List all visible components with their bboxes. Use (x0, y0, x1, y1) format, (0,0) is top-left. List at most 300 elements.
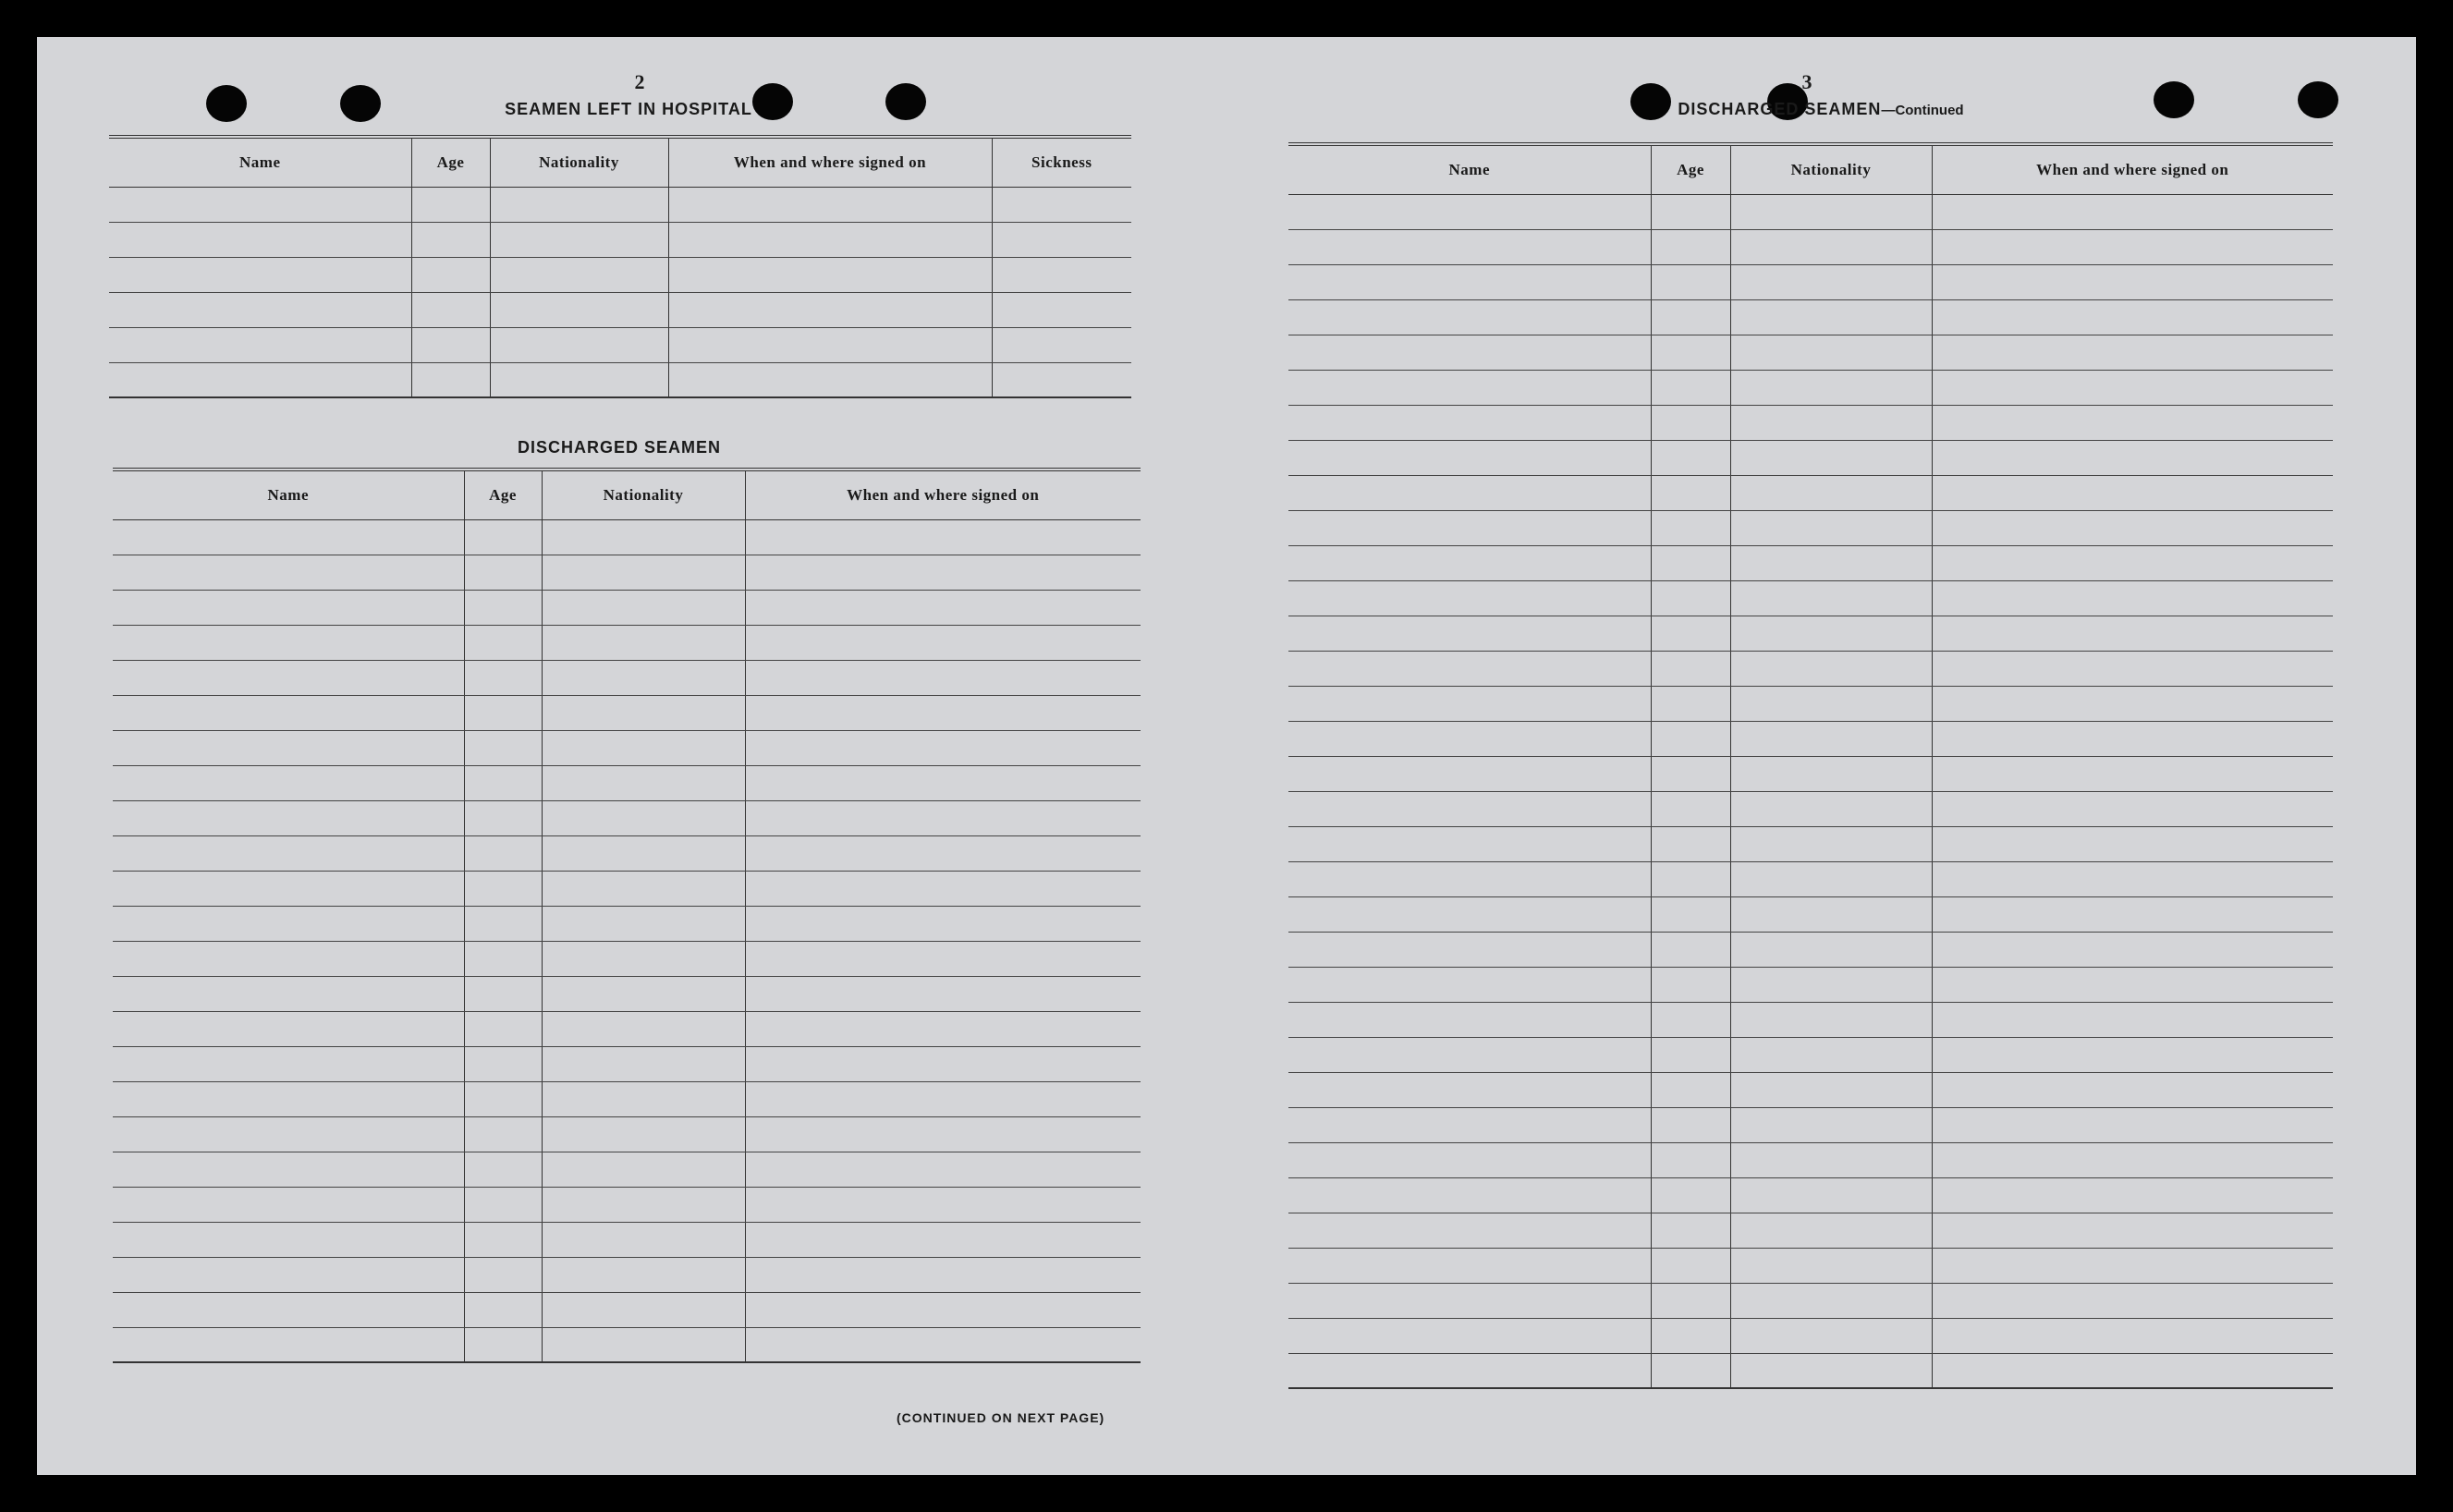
table-cell[interactable] (1932, 370, 2333, 405)
table-cell[interactable] (1288, 1107, 1651, 1142)
table-cell[interactable] (1932, 1142, 2333, 1177)
table-cell[interactable] (1651, 616, 1730, 651)
table-cell[interactable] (464, 906, 542, 941)
table-cell[interactable] (992, 187, 1131, 222)
column-header-sickness: Sickness (992, 137, 1131, 187)
table-cell[interactable] (542, 800, 745, 835)
table-cell[interactable] (1932, 932, 2333, 967)
table-cell[interactable] (1651, 721, 1730, 756)
table-cell[interactable] (1730, 791, 1932, 826)
table-cell[interactable] (1288, 545, 1651, 580)
table-cell[interactable] (1932, 686, 2333, 721)
table-cell[interactable] (113, 730, 464, 765)
table-cell[interactable] (1730, 1142, 1932, 1177)
table-cell[interactable] (1651, 651, 1730, 686)
table-cell[interactable] (490, 187, 668, 222)
table-cell[interactable] (1651, 1002, 1730, 1037)
table-cell[interactable] (464, 625, 542, 660)
table-cell[interactable] (1651, 194, 1730, 229)
table-cell[interactable] (1288, 264, 1651, 299)
table-cell[interactable] (1288, 405, 1651, 440)
table-row (113, 625, 1141, 660)
table-cell[interactable] (1730, 405, 1932, 440)
table-cell[interactable] (1651, 545, 1730, 580)
table-cell[interactable] (1288, 194, 1651, 229)
discharged-header-row (113, 469, 1141, 519)
table-cell[interactable] (464, 1327, 542, 1362)
table-cell[interactable] (464, 765, 542, 800)
table-cell[interactable] (1730, 616, 1932, 651)
table-cell[interactable] (668, 327, 992, 362)
table-cell[interactable] (542, 1152, 745, 1187)
table-cell[interactable] (668, 222, 992, 257)
table-cell[interactable] (464, 1011, 542, 1046)
table-cell[interactable] (1932, 791, 2333, 826)
table-row (113, 1011, 1141, 1046)
table-row (113, 835, 1141, 871)
table-cell[interactable] (1288, 791, 1651, 826)
table-cell[interactable] (745, 1046, 1141, 1081)
table-cell[interactable] (1288, 756, 1651, 791)
table-cell[interactable] (1932, 335, 2333, 370)
table-row (109, 187, 1131, 222)
table-cell[interactable] (745, 590, 1141, 625)
table-cell[interactable] (464, 1046, 542, 1081)
table-cell[interactable] (464, 941, 542, 976)
table-cell[interactable] (1932, 861, 2333, 896)
table-cell[interactable] (113, 1081, 464, 1116)
table-cell[interactable] (1651, 1248, 1730, 1283)
table-cell[interactable] (464, 1116, 542, 1152)
table-cell[interactable] (745, 695, 1141, 730)
table-cell[interactable] (668, 292, 992, 327)
table-cell[interactable] (1651, 896, 1730, 932)
table-cell[interactable] (464, 800, 542, 835)
table-cell[interactable] (464, 555, 542, 590)
column-header-signed-on: When and where signed on (668, 137, 992, 187)
table-cell[interactable] (542, 1292, 745, 1327)
table-cell[interactable] (490, 257, 668, 292)
table-cell[interactable] (1730, 651, 1932, 686)
table-cell[interactable] (1730, 1002, 1932, 1037)
table-cell[interactable] (542, 660, 745, 695)
table-cell[interactable] (113, 765, 464, 800)
table-cell[interactable] (1932, 1283, 2333, 1318)
table-cell[interactable] (113, 1327, 464, 1362)
table-cell[interactable] (411, 222, 490, 257)
table-cell[interactable] (745, 660, 1141, 695)
table-cell[interactable] (464, 519, 542, 555)
table-cell[interactable] (745, 1327, 1141, 1362)
table-cell[interactable] (1288, 475, 1651, 510)
page-number: 2 (634, 70, 645, 93)
table-cell[interactable] (1288, 299, 1651, 335)
table-cell[interactable] (745, 1081, 1141, 1116)
table-row (1288, 1072, 2333, 1107)
table-cell[interactable] (113, 1116, 464, 1152)
table-cell[interactable] (109, 257, 411, 292)
table-cell[interactable] (1288, 967, 1651, 1002)
table-cell[interactable] (542, 906, 745, 941)
table-cell[interactable] (1651, 1213, 1730, 1248)
table-cell[interactable] (1932, 651, 2333, 686)
table-cell[interactable] (1288, 1002, 1651, 1037)
table-cell[interactable] (109, 327, 411, 362)
table-cell[interactable] (1288, 1318, 1651, 1353)
table-cell[interactable] (1730, 861, 1932, 896)
table-cell[interactable] (1651, 264, 1730, 299)
table-cell[interactable] (1730, 510, 1932, 545)
table-cell[interactable] (1730, 335, 1932, 370)
table-cell[interactable] (1730, 1318, 1932, 1353)
table-cell[interactable] (1932, 475, 2333, 510)
table-cell[interactable] (113, 1187, 464, 1222)
table-cell[interactable] (1730, 826, 1932, 861)
table-cell[interactable] (1651, 229, 1730, 264)
table-cell[interactable] (464, 660, 542, 695)
table-row (1288, 1213, 2333, 1248)
table-cell[interactable] (1932, 1037, 2333, 1072)
table-cell[interactable] (1288, 896, 1651, 932)
table-cell[interactable] (745, 1116, 1141, 1152)
table-cell[interactable] (464, 1292, 542, 1327)
table-cell[interactable] (113, 1257, 464, 1292)
table-cell[interactable] (745, 871, 1141, 906)
table-cell[interactable] (1932, 1177, 2333, 1213)
table-cell[interactable] (1288, 1072, 1651, 1107)
table-cell[interactable] (745, 1187, 1141, 1222)
table-cell[interactable] (1932, 1353, 2333, 1388)
table-row (1288, 1037, 2333, 1072)
table-cell[interactable] (1651, 826, 1730, 861)
table-cell[interactable] (1932, 967, 2333, 1002)
table-cell[interactable] (1932, 580, 2333, 616)
table-cell[interactable] (411, 292, 490, 327)
table-cell[interactable] (542, 835, 745, 871)
table-cell[interactable] (1932, 756, 2333, 791)
table-row (1288, 1177, 2333, 1213)
table-cell[interactable] (464, 590, 542, 625)
table-cell[interactable] (745, 519, 1141, 555)
column-header-nationality: Nationality (490, 137, 668, 187)
table-cell[interactable] (113, 1292, 464, 1327)
table-cell[interactable] (745, 941, 1141, 976)
table-row (113, 1081, 1141, 1116)
table-cell[interactable] (113, 1046, 464, 1081)
table-cell[interactable] (1288, 686, 1651, 721)
table-cell[interactable] (1730, 967, 1932, 1002)
table-row (113, 1152, 1141, 1187)
table-row (1288, 1353, 2333, 1388)
table-cell[interactable] (464, 871, 542, 906)
table-cell[interactable] (1651, 1142, 1730, 1177)
table-cell[interactable] (109, 187, 411, 222)
table-cell[interactable] (1288, 229, 1651, 264)
table-cell[interactable] (542, 871, 745, 906)
table-cell[interactable] (1932, 510, 2333, 545)
table-cell[interactable] (542, 695, 745, 730)
table-cell[interactable] (1288, 335, 1651, 370)
table-row (1288, 264, 2333, 299)
table-cell[interactable] (1932, 545, 2333, 580)
table-cell[interactable] (1651, 299, 1730, 335)
table-cell[interactable] (668, 257, 992, 292)
table-cell[interactable] (1730, 721, 1932, 756)
table-cell[interactable] (1651, 580, 1730, 616)
table-cell[interactable] (490, 327, 668, 362)
table-cell[interactable] (1730, 475, 1932, 510)
title-main: DISCHARGED SEAMEN (1678, 100, 1882, 118)
table-cell[interactable] (1932, 1002, 2333, 1037)
table-cell[interactable] (411, 187, 490, 222)
table-cell[interactable] (1651, 405, 1730, 440)
table-row (1288, 967, 2333, 1002)
table-cell[interactable] (1730, 1177, 1932, 1213)
table-cell[interactable] (1651, 861, 1730, 896)
table-cell[interactable] (411, 362, 490, 397)
table-cell[interactable] (745, 555, 1141, 590)
table-cell[interactable] (1651, 335, 1730, 370)
table-cell[interactable] (1932, 1107, 2333, 1142)
table-cell[interactable] (1730, 1107, 1932, 1142)
table-cell[interactable] (1730, 756, 1932, 791)
table-cell[interactable] (1932, 896, 2333, 932)
table-cell[interactable] (542, 1116, 745, 1152)
table-cell[interactable] (542, 1011, 745, 1046)
table-row (113, 660, 1141, 695)
table-cell[interactable] (113, 800, 464, 835)
table-cell[interactable] (992, 362, 1131, 397)
table-row (1288, 756, 2333, 791)
table-cell[interactable] (1288, 370, 1651, 405)
table-cell[interactable] (1730, 545, 1932, 580)
table-cell[interactable] (1730, 896, 1932, 932)
table-cell[interactable] (113, 555, 464, 590)
table-cell[interactable] (464, 730, 542, 765)
table-row (113, 906, 1141, 941)
table-cell[interactable] (745, 976, 1141, 1011)
table-cell[interactable] (1651, 440, 1730, 475)
table-cell[interactable] (1288, 861, 1651, 896)
table-cell[interactable] (1288, 1177, 1651, 1213)
table-cell[interactable] (113, 906, 464, 941)
table-cell[interactable] (992, 327, 1131, 362)
table-cell[interactable] (1730, 1248, 1932, 1283)
table-cell[interactable] (1730, 299, 1932, 335)
table-cell[interactable] (1288, 1213, 1651, 1248)
table-cell[interactable] (1730, 580, 1932, 616)
table-cell[interactable] (1730, 229, 1932, 264)
discharged-continued-table (1288, 142, 2333, 1389)
table-cell[interactable] (1730, 1072, 1932, 1107)
table-cell[interactable] (1651, 756, 1730, 791)
table-row (113, 1292, 1141, 1327)
table-cell[interactable] (1730, 440, 1932, 475)
table-cell[interactable] (745, 765, 1141, 800)
table-row (1288, 580, 2333, 616)
table-cell[interactable] (542, 555, 745, 590)
table-cell[interactable] (1288, 1142, 1651, 1177)
table-row (113, 1046, 1141, 1081)
table-cell[interactable] (1651, 475, 1730, 510)
table-cell[interactable] (1932, 1072, 2333, 1107)
table-cell[interactable] (1288, 721, 1651, 756)
table-row (1288, 1002, 2333, 1037)
table-cell[interactable] (1730, 932, 1932, 967)
table-cell[interactable] (1288, 1037, 1651, 1072)
table-cell[interactable] (542, 976, 745, 1011)
table-cell[interactable] (542, 941, 745, 976)
table-cell[interactable] (1730, 370, 1932, 405)
table-cell[interactable] (1932, 826, 2333, 861)
table-cell[interactable] (113, 660, 464, 695)
table-cell[interactable] (992, 222, 1131, 257)
table-cell[interactable] (1730, 1353, 1932, 1388)
table-cell[interactable] (113, 976, 464, 1011)
table-cell[interactable] (1932, 616, 2333, 651)
table-cell[interactable] (1288, 932, 1651, 967)
table-cell[interactable] (668, 187, 992, 222)
table-cell[interactable] (745, 625, 1141, 660)
table-cell[interactable] (542, 590, 745, 625)
table-cell[interactable] (1288, 616, 1651, 651)
table-cell[interactable] (542, 1257, 745, 1292)
table-cell[interactable] (542, 625, 745, 660)
hospital-table (109, 135, 1131, 398)
table-cell[interactable] (542, 1327, 745, 1362)
table-cell[interactable] (464, 1081, 542, 1116)
table-cell[interactable] (113, 519, 464, 555)
table-row (1288, 896, 2333, 932)
table-cell[interactable] (1651, 967, 1730, 1002)
table-cell[interactable] (745, 730, 1141, 765)
table-cell[interactable] (745, 800, 1141, 835)
table-cell[interactable] (1932, 405, 2333, 440)
table-row (1288, 229, 2333, 264)
table-cell[interactable] (113, 1152, 464, 1187)
table-cell[interactable] (1651, 1037, 1730, 1072)
table-cell[interactable] (490, 292, 668, 327)
table-cell[interactable] (745, 1222, 1141, 1257)
table-cell[interactable] (542, 519, 745, 555)
table-cell[interactable] (1932, 194, 2333, 229)
table-cell[interactable] (1932, 721, 2333, 756)
table-cell[interactable] (992, 292, 1131, 327)
table-cell[interactable] (542, 1046, 745, 1081)
table-row (1288, 475, 2333, 510)
table-cell[interactable] (1730, 1213, 1932, 1248)
table-cell[interactable] (1932, 229, 2333, 264)
table-cell[interactable] (464, 1222, 542, 1257)
table-cell[interactable] (113, 1222, 464, 1257)
table-cell[interactable] (542, 1187, 745, 1222)
table-cell[interactable] (109, 292, 411, 327)
table-cell[interactable] (411, 257, 490, 292)
table-cell[interactable] (113, 695, 464, 730)
table-cell[interactable] (1651, 1107, 1730, 1142)
table-cell[interactable] (113, 1011, 464, 1046)
table-cell[interactable] (464, 1257, 542, 1292)
table-cell[interactable] (1730, 686, 1932, 721)
table-cell[interactable] (464, 1187, 542, 1222)
table-cell[interactable] (1651, 1177, 1730, 1213)
table-cell[interactable] (1288, 1353, 1651, 1388)
table-cell[interactable] (992, 257, 1131, 292)
table-cell[interactable] (745, 1152, 1141, 1187)
table-row (1288, 826, 2333, 861)
table-row (1288, 1142, 2333, 1177)
table-cell[interactable] (1932, 1248, 2333, 1283)
table-cell[interactable] (668, 362, 992, 397)
table-cell[interactable] (113, 625, 464, 660)
table-row (113, 800, 1141, 835)
table-cell[interactable] (464, 695, 542, 730)
table-cell[interactable] (745, 1011, 1141, 1046)
table-cell[interactable] (1288, 1248, 1651, 1283)
table-cell[interactable] (1651, 932, 1730, 967)
table-row (109, 362, 1131, 397)
table-cell[interactable] (745, 1257, 1141, 1292)
table-cell[interactable] (1932, 440, 2333, 475)
table-cell[interactable] (1932, 299, 2333, 335)
table-cell[interactable] (1932, 1318, 2333, 1353)
table-cell[interactable] (1288, 510, 1651, 545)
table-cell[interactable] (490, 362, 668, 397)
table-cell[interactable] (1651, 1072, 1730, 1107)
table-cell[interactable] (113, 941, 464, 976)
table-cell[interactable] (113, 871, 464, 906)
table-cell[interactable] (1651, 1283, 1730, 1318)
table-row (109, 292, 1131, 327)
table-cell[interactable] (490, 222, 668, 257)
table-cell[interactable] (464, 835, 542, 871)
table-cell[interactable] (1651, 510, 1730, 545)
table-cell[interactable] (1932, 264, 2333, 299)
table-cell[interactable] (113, 835, 464, 871)
table-cell[interactable] (109, 362, 411, 397)
table-cell[interactable] (464, 1152, 542, 1187)
table-cell[interactable] (1730, 1283, 1932, 1318)
table-cell[interactable] (411, 327, 490, 362)
table-cell[interactable] (1730, 1037, 1932, 1072)
table-cell[interactable] (1651, 686, 1730, 721)
table-cell[interactable] (745, 906, 1141, 941)
table-cell[interactable] (1288, 1283, 1651, 1318)
table-cell[interactable] (1288, 826, 1651, 861)
table-cell[interactable] (1932, 1213, 2333, 1248)
table-cell[interactable] (1651, 1318, 1730, 1353)
table-cell[interactable] (113, 590, 464, 625)
table-cell[interactable] (745, 835, 1141, 871)
table-cell[interactable] (1730, 194, 1932, 229)
table-cell[interactable] (1288, 580, 1651, 616)
table-cell[interactable] (1651, 370, 1730, 405)
table-row (113, 1327, 1141, 1362)
table-cell[interactable] (109, 222, 411, 257)
table-cell[interactable] (1651, 791, 1730, 826)
table-cell[interactable] (1730, 264, 1932, 299)
table-cell[interactable] (542, 730, 745, 765)
table-cell[interactable] (1288, 651, 1651, 686)
table-cell[interactable] (542, 1222, 745, 1257)
table-cell[interactable] (542, 1081, 745, 1116)
table-cell[interactable] (1288, 440, 1651, 475)
table-cell[interactable] (1651, 1353, 1730, 1388)
table-cell[interactable] (464, 976, 542, 1011)
continued-header-row (1288, 144, 2333, 194)
table-cell[interactable] (542, 765, 745, 800)
table-cell[interactable] (745, 1292, 1141, 1327)
